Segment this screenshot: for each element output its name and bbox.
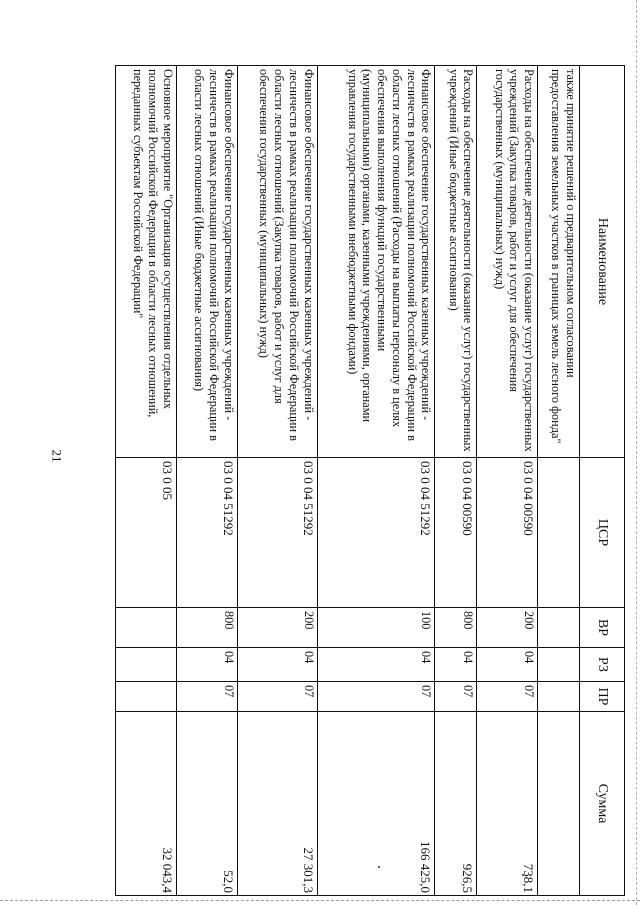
table-row [435, 66, 477, 896]
table-row [116, 66, 177, 896]
cell-rz: 04 [477, 648, 538, 682]
header-name: Наименование [580, 66, 625, 458]
table-row [477, 66, 538, 896]
cell-vr [116, 608, 177, 648]
cell-name: Основное мероприятие "Организация осуществления отдельных полномочий Российской Федерации в области лесных отношений, переданных субъектам Российской Федерации" [116, 66, 177, 458]
cell-rz: 04 [176, 648, 237, 682]
cell-sum: 926,5 [435, 712, 477, 896]
cell-vr: 100 [317, 608, 435, 648]
scan-edge-right [636, 0, 637, 905]
cell-csr: 03 0 05 [116, 458, 177, 608]
cell-name: Расходы на обеспечение деятельности (оказание услуг) государственных учреждений (Закупка товаров, работ и услуг для обеспечения государственных (муниципальных) нужд) [477, 66, 538, 458]
cell-rz: 04 [317, 648, 435, 682]
table-row [538, 66, 580, 896]
cell-rz [116, 648, 177, 682]
cell-sum: 166 425,0 [317, 712, 435, 896]
cell-rz: 04 [237, 648, 317, 682]
cell-csr: 03 0 04 51292 [176, 458, 237, 608]
table-row [237, 66, 317, 896]
header-rz: РЗ [580, 648, 625, 682]
cell-pr: 07 [237, 682, 317, 712]
header-pr: ПР [580, 682, 625, 712]
cell-rz [538, 648, 580, 682]
cell-pr: 07 [477, 682, 538, 712]
cell-vr: 200 [237, 608, 317, 648]
cell-sum: 27 301,3 [237, 712, 317, 896]
cell-name: Финансовое обеспечение государственных казенных учреждений - лесничеств в рамках реализации полномочий Российской Федерации в области лесных отношений (Иные бюджетные ассигнования) [176, 66, 237, 458]
cell-name: Расходы на обеспечение деятельности (оказание услуг) государственных учреждений (Иные бюджетные ассигнования) [435, 66, 477, 458]
cell-csr: 03 0 04 00590 [477, 458, 538, 608]
cell-vr: 800 [176, 608, 237, 648]
cell-sum: 52,0 [176, 712, 237, 896]
header-csr: ЦСР [580, 458, 625, 608]
cell-csr: 03 0 04 51292 [317, 458, 435, 608]
table-header-row [580, 66, 625, 896]
header-sum: Сумма [580, 712, 625, 896]
cell-vr [538, 608, 580, 648]
scan-edge-bottom [0, 900, 640, 901]
table-row [176, 66, 237, 896]
cell-name: Финансовое обеспечение государственных казенных учреждений - лесничеств в рамках реализации полномочий Российской Федерации в области лесных отношений (Расходы на выплаты персоналу в целях обеспечения выполнения функций государственными (муниципальными) органами, казенными учреждениями, органами управления государственными внебюджетными фондами) [317, 66, 435, 458]
page-number: 21 [49, 449, 65, 463]
cell-sum: 738,1 [477, 712, 538, 896]
cell-name: также принятие решений о предварительном согласовании предоставления земельных участков в границах земель лесного фонда" [538, 66, 580, 458]
cell-vr: 800 [435, 608, 477, 648]
cell-sum: 32 043,4 [116, 712, 177, 896]
cell-vr: 200 [477, 608, 538, 648]
cell-sum [538, 712, 580, 896]
header-vr: ВР [580, 608, 625, 648]
cell-pr: 07 [317, 682, 435, 712]
cell-csr: 03 0 04 51292 [237, 458, 317, 608]
budget-table [115, 65, 625, 896]
table-row [317, 66, 435, 896]
cell-pr: 07 [176, 682, 237, 712]
cell-csr [538, 458, 580, 608]
cell-pr [538, 682, 580, 712]
cell-rz: 04 [435, 648, 477, 682]
cell-pr [116, 682, 177, 712]
cell-name: Финансовое обеспечение государственных казенных учреждений - лесничеств в рамках реализации полномочий Российской Федерации в области лесных отношений (Закупка товаров, работ и услуг для обеспечения государственных (муниципальных) нужд) [237, 66, 317, 458]
cell-pr: 07 [435, 682, 477, 712]
cell-csr: 03 0 04 00590 [435, 458, 477, 608]
rotated-table-container [115, 65, 625, 895]
